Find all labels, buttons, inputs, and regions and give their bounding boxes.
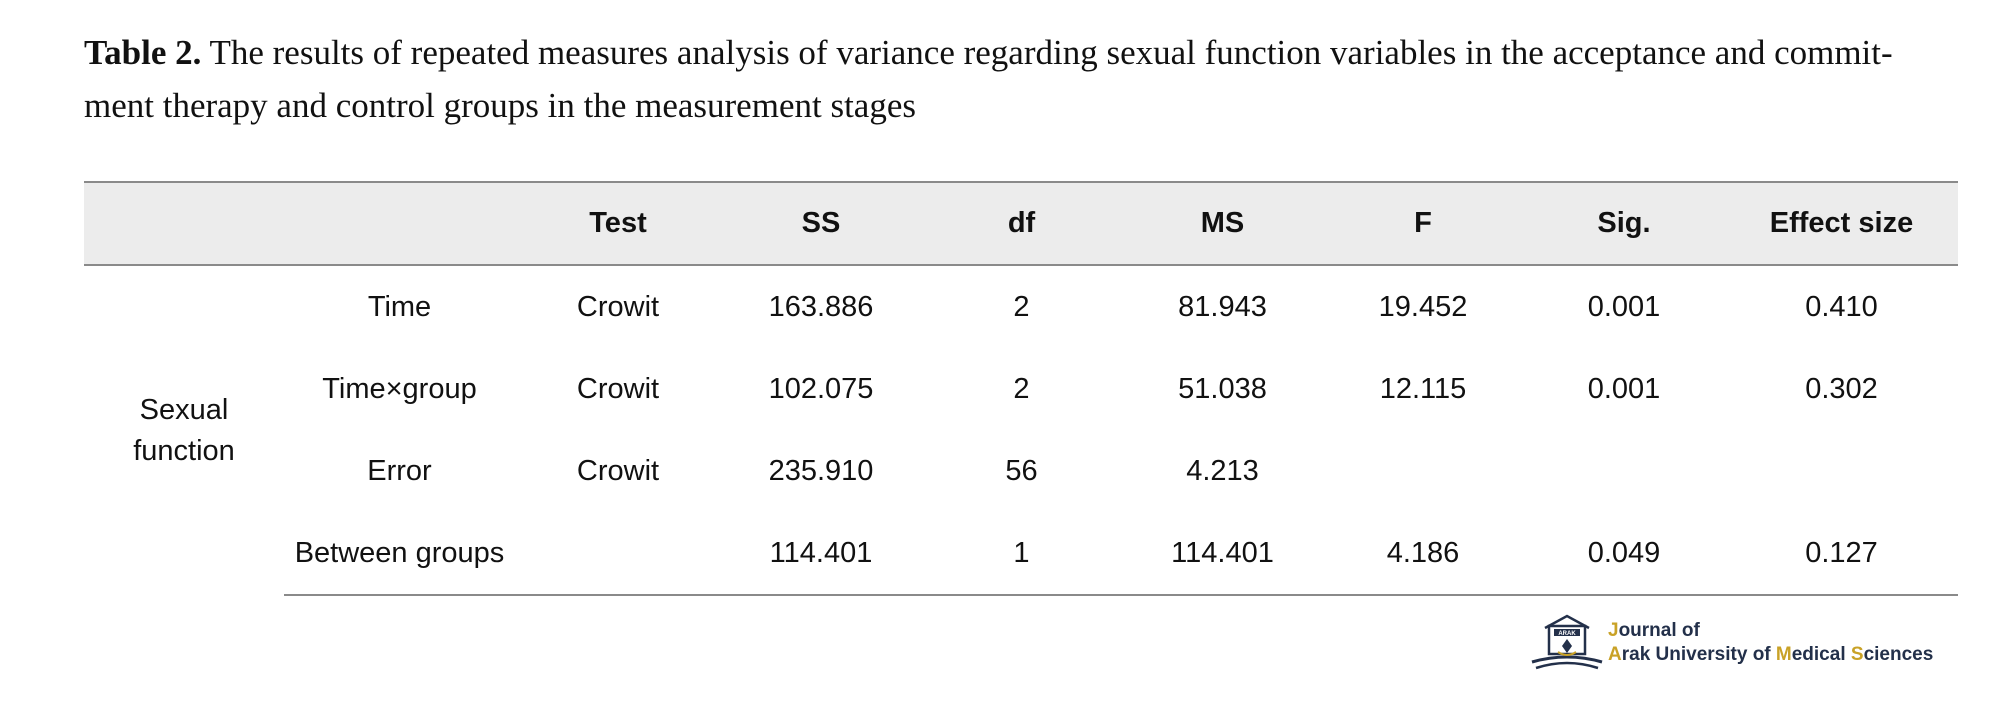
cell-effect: Time×group bbox=[322, 372, 477, 405]
cell-ss: 163.886 bbox=[768, 290, 874, 323]
cell-ms: 114.401 bbox=[1122, 512, 1323, 595]
logo-initial-s: S bbox=[1850, 644, 1864, 665]
cell-effect: Time bbox=[367, 290, 432, 323]
header-df: df bbox=[921, 182, 1122, 265]
cell-effect-size: 0.302 bbox=[1805, 372, 1878, 405]
cell-sig: 0.001 bbox=[1587, 290, 1661, 323]
header-test: Test bbox=[515, 182, 721, 265]
cell-f: 19.452 bbox=[1378, 290, 1468, 323]
group-label-line2: function bbox=[133, 434, 235, 467]
cell-ms: 4.213 bbox=[1186, 454, 1259, 487]
header-blank-2 bbox=[284, 182, 515, 265]
cell-ss: 235.910 bbox=[768, 454, 874, 487]
table-row bbox=[84, 348, 1958, 430]
cell-ss: 102.075 bbox=[768, 372, 874, 405]
header-row bbox=[84, 182, 1958, 265]
caption-label: Table 2. bbox=[84, 33, 202, 72]
cell-f: 4.186 bbox=[1323, 512, 1523, 595]
cell-effect-size: 0.127 bbox=[1725, 512, 1958, 595]
journal-name-line2 bbox=[1608, 644, 1933, 666]
cell-df: 56 bbox=[1005, 454, 1038, 487]
cell-effect-size bbox=[1725, 430, 1958, 512]
cell-ms: 81.943 bbox=[1178, 290, 1267, 323]
header-f: F bbox=[1323, 182, 1523, 265]
logo-text-d: ciences bbox=[1863, 644, 1934, 665]
group-label-line1: Sexual bbox=[139, 393, 229, 426]
table-caption bbox=[84, 26, 1960, 132]
table-row bbox=[84, 512, 1958, 595]
header-effect-size: Effect size bbox=[1725, 182, 1958, 265]
cell-test: Crowit bbox=[576, 454, 660, 487]
header-ss: SS bbox=[721, 182, 921, 265]
cell-test bbox=[515, 512, 721, 595]
emblem-text: ARAK bbox=[1558, 631, 1576, 637]
logo-line1-rest: ournal of bbox=[1618, 620, 1700, 641]
header-blank-1 bbox=[84, 182, 284, 265]
logo-text-b: rak University of bbox=[1621, 644, 1776, 665]
cell-ms: 51.038 bbox=[1178, 372, 1267, 405]
journal-name-line1 bbox=[1608, 620, 1700, 642]
cell-test: Crowit bbox=[576, 290, 660, 323]
logo-initial-a: A bbox=[1608, 644, 1622, 665]
table-row bbox=[84, 430, 1958, 512]
cell-sig: 0.049 bbox=[1523, 512, 1725, 595]
group-label-cell bbox=[84, 265, 284, 595]
cell-f bbox=[1323, 430, 1523, 512]
journal-emblem-icon bbox=[1530, 612, 1604, 674]
anova-table bbox=[84, 181, 1958, 596]
cell-effect: Between groups bbox=[284, 512, 515, 595]
cell-effect-size: 0.410 bbox=[1805, 290, 1878, 323]
cell-sig bbox=[1523, 430, 1725, 512]
cell-df: 2 bbox=[1013, 290, 1030, 323]
header-sig: Sig. bbox=[1523, 182, 1725, 265]
cell-effect: Error bbox=[367, 454, 432, 487]
logo-initial-m: M bbox=[1775, 644, 1792, 665]
cell-ss: 114.401 bbox=[721, 512, 921, 595]
cell-df: 2 bbox=[1013, 372, 1030, 405]
table-row bbox=[84, 265, 1958, 348]
cell-f: 12.115 bbox=[1379, 372, 1467, 405]
journal-logo bbox=[1530, 612, 1960, 674]
header-ms: MS bbox=[1122, 182, 1323, 265]
cell-test: Crowit bbox=[576, 372, 660, 405]
cell-sig: 0.001 bbox=[1587, 372, 1661, 405]
cell-df: 1 bbox=[921, 512, 1122, 595]
logo-text-c: edical bbox=[1791, 644, 1851, 665]
caption-text: The results of repeated measures analysis of variance regarding sexual function variables in the acceptance and commit-ment therapy and control groups in the measurement stages bbox=[84, 33, 1893, 125]
logo-initial-j: J bbox=[1608, 620, 1619, 641]
